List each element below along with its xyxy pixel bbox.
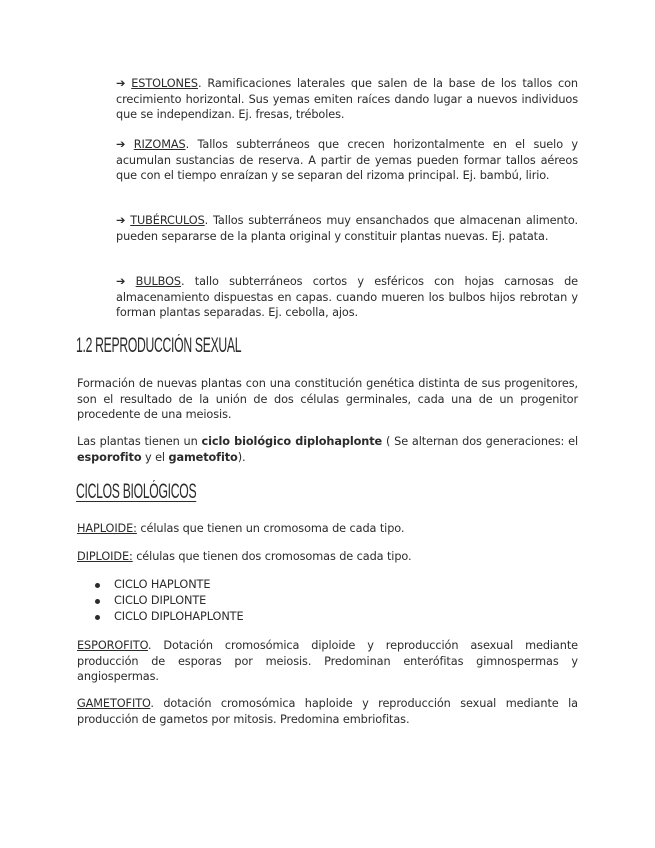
- diploide-paragraph: [77, 549, 578, 565]
- cycle-paragraph: [77, 434, 578, 465]
- cycle-text-mid2: y el: [141, 450, 169, 464]
- sexual-intro-paragraph: Formación de nuevas plantas con una constitución genética distinta de sus progenitores, son el resultado de la unión de dos células germinales, cada una de un progenitor procedente de una meiosis.: [77, 377, 578, 421]
- bulbos-text: . tallo subterráneos cortos y esféricos con hojas carnosas de almacenamiento dispuestas en capas. cuando mueren los bulbos hijos rebrotan y forman plantas separadas. Ej. cebolla, ajos.: [116, 275, 578, 319]
- section-heading: 1.2 REPRODUCCIÓN SEXUAL: [76, 334, 242, 357]
- gametofito-term: GAMETOFITO: [77, 697, 151, 710]
- gametofito-paragraph: [77, 696, 578, 727]
- list-item: [95, 609, 244, 625]
- list-item: [95, 577, 244, 593]
- bullet-icon: [95, 583, 100, 588]
- haploide-term: HAPLOIDE:: [77, 522, 137, 535]
- gametofito-text: . dotación cromosómica haploide y reproducción sexual mediante la producción de gametos por mitosis. Predomina embriofitas.: [77, 697, 578, 726]
- esporofito-text: . Dotación cromosómica diploide y reproducción asexual mediante producción de esporas por meiosis. Predominan enterófitas gimnospermas y angiospermas.: [77, 639, 578, 683]
- list-item-label: CICLO DIPLOHAPLONTE: [114, 610, 244, 623]
- esporofito-term: ESPOROFITO: [77, 639, 148, 652]
- list-item-label: CICLO DIPLONTE: [114, 594, 207, 607]
- arrow-icon: ➔: [116, 275, 126, 288]
- bullet-icon: [95, 599, 100, 604]
- diploide-text: células que tienen dos cromosomas de cada tipo.: [132, 550, 412, 563]
- esporofito-bold: esporofito: [77, 450, 142, 464]
- list-item: [95, 593, 244, 609]
- cycles-heading: CICLOS BIOLÓGICOS: [76, 480, 197, 503]
- haploide-paragraph: [77, 521, 578, 537]
- cycle-bold-term: ciclo biológico diplohaplonte: [201, 435, 383, 448]
- tuberculos-paragraph: [116, 213, 578, 244]
- cycle-text-mid: ( Se alternan dos generaciones: el: [382, 435, 578, 448]
- rizomas-term: RIZOMAS: [133, 138, 186, 151]
- cycle-list: [95, 577, 244, 625]
- arrow-icon: ➔: [116, 214, 126, 227]
- arrow-icon: ➔: [116, 138, 126, 151]
- list-item-label: CICLO HAPLONTE: [114, 578, 211, 591]
- cycle-text-end: ).: [237, 450, 246, 464]
- tuberculos-text: . Tallos subterráneos muy ensanchados que almacenan alimento. pueden separarse de la planta original y constituir plantas nuevas. Ej. patata.: [116, 214, 578, 243]
- haploide-text: células que tienen un cromosoma de cada tipo.: [136, 522, 405, 535]
- tuberculos-term: TUBÉRCULOS: [130, 214, 205, 227]
- cycle-text-pre: Las plantas tienen un: [77, 435, 202, 448]
- diploide-term: DIPLOIDE:: [77, 550, 133, 563]
- estolones-paragraph: [116, 76, 578, 123]
- bulbos-term: BULBOS: [135, 275, 181, 288]
- estolones-text: . Ramificaciones laterales que salen de la base de los tallos con crecimiento horizontal. Sus yemas emiten raíces dando lugar a nuevos individuos que se independizan. Ej. fresas, tréboles.: [116, 77, 578, 121]
- arrow-icon: ➔: [116, 77, 126, 90]
- gametofito-bold: gametofito: [168, 450, 238, 464]
- rizomas-text: . Tallos subterráneos que crecen horizontalmente en el suelo y acumulan sustancias de reserva. A partir de yemas pueden formar tallos aéreos que con el tiempo enraízan y se separan del rizoma principal. Ej. bambú, lirio.: [116, 138, 579, 182]
- estolones-term: ESTOLONES: [131, 77, 198, 90]
- esporofito-paragraph: [77, 638, 578, 685]
- bulbos-paragraph: [116, 274, 578, 321]
- rizomas-paragraph: [116, 137, 578, 184]
- bullet-icon: [95, 615, 100, 620]
